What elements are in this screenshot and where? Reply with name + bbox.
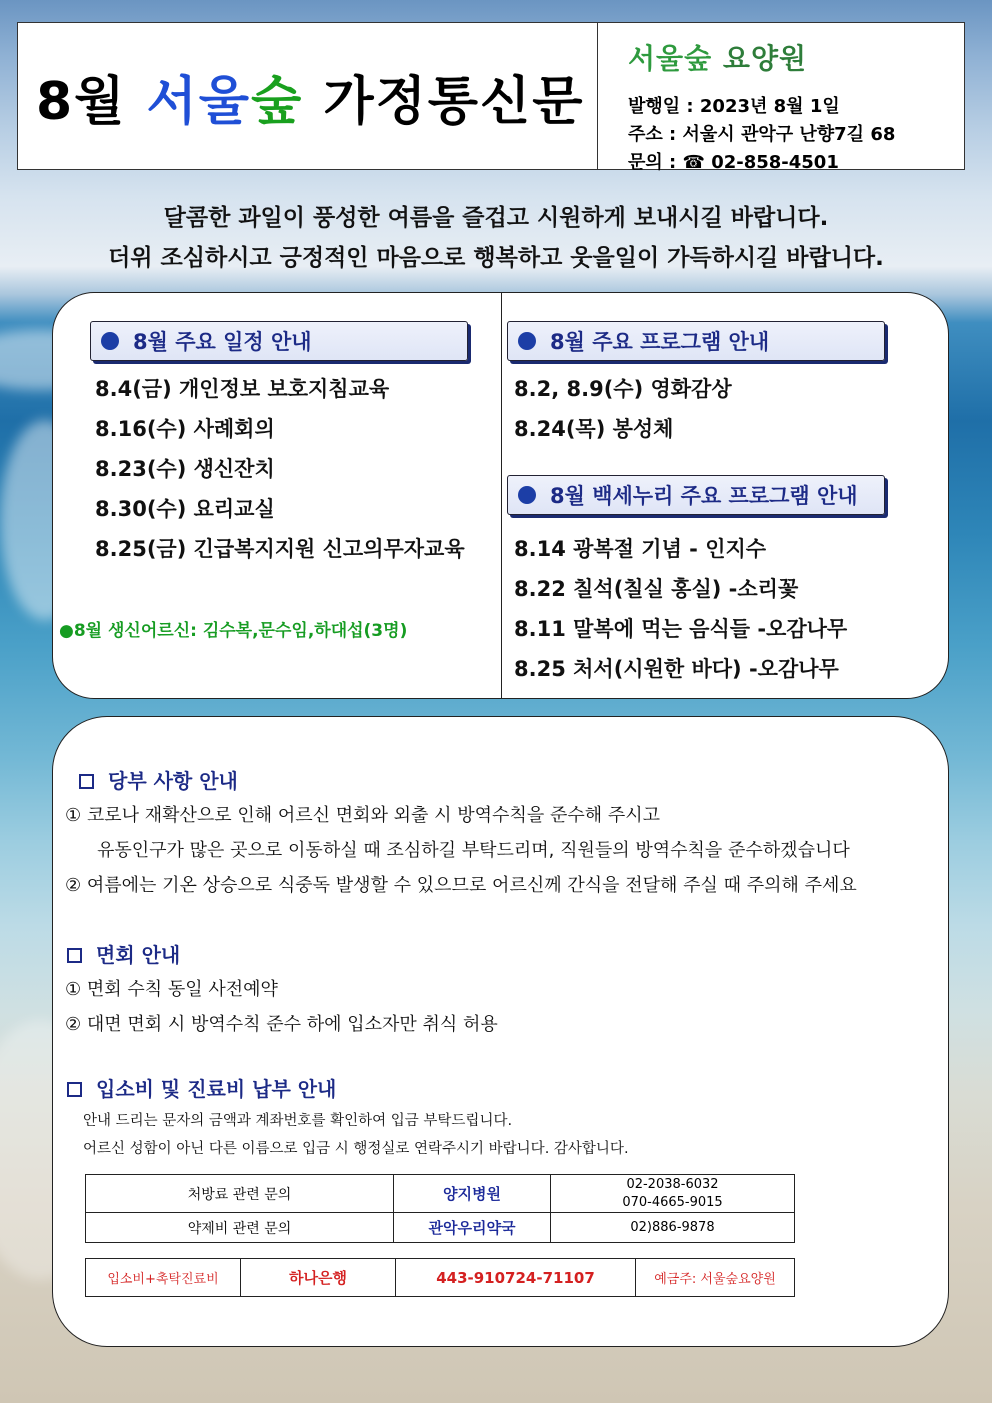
- visit-line: ② 대면 면회 시 방역수칙 준수 하에 입소자만 취식 허용: [65, 1014, 498, 1035]
- program-item: 8.24(목) 봉성체: [514, 417, 674, 441]
- program-heading: 8월 주요 프로그램 안내: [507, 321, 885, 361]
- greeting: [0, 198, 992, 278]
- checkbox-square-icon: [79, 774, 94, 789]
- title-rest: 가정통신문: [303, 71, 585, 132]
- pharmacy-phone: 02)886-9878: [551, 1213, 795, 1243]
- baekse-item: 8.11 말복에 먹는 음식들 -오감나무: [514, 617, 848, 641]
- birthday-residents: ●8월 생신어르신: 김수복,문수임,하대섭(3명): [59, 621, 408, 641]
- checkbox-square-icon: [67, 948, 82, 963]
- newsletter-title: [18, 23, 598, 169]
- visit-heading: 면회 안내: [67, 939, 180, 968]
- contact-table: [85, 1174, 795, 1243]
- program-item: 8.2, 8.9(수) 영화감상: [514, 377, 732, 401]
- title-month: 8월: [36, 71, 147, 132]
- bullet-icon: [518, 332, 536, 350]
- table-row: [86, 1259, 795, 1297]
- bullet-icon: [518, 486, 536, 504]
- notice-heading: 당부 사항 안내: [79, 765, 238, 794]
- baekse-item: 8.14 광복절 기념 - 인지수: [514, 537, 767, 561]
- payment-line: 어르신 성함이 아닌 다른 이름으로 입금 시 행정실로 연락주시기 바랍니다. 감사합니다.: [83, 1141, 629, 1157]
- bank-table: [85, 1258, 795, 1297]
- payment-heading: 입소비 및 진료비 납부 안내: [67, 1073, 336, 1102]
- newsletter-header: [17, 22, 965, 173]
- payment-line: 안내 드리는 문자의 금액과 계좌번호를 확인하여 입금 부탁드립니다.: [83, 1113, 513, 1129]
- baekse-item: 8.22 칠석(칠실 홍실) -소리꽃: [514, 577, 799, 601]
- notice-line: ① 코로나 재확산으로 인해 어르신 면회와 외출 시 방역수칙을 준수해 주시고: [65, 805, 660, 826]
- issue-date: 발행일 : 2023년 8월 1일: [628, 96, 840, 117]
- pharmacy-name: 관악우리약국: [394, 1213, 551, 1243]
- bullet-icon: [101, 332, 119, 350]
- schedule-program-box: [52, 292, 949, 699]
- baekse-heading: 8월 백세누리 주요 프로그램 안내: [507, 475, 885, 515]
- hospital-phones: 02-2038-6032 070-4665-9015: [551, 1175, 795, 1213]
- account-number: 443-910724-71107: [396, 1259, 636, 1297]
- header-info: [598, 23, 964, 173]
- schedule-item: 8.23(수) 생신잔치: [95, 457, 275, 481]
- checkbox-square-icon: [67, 1082, 82, 1097]
- account-holder: 예금주: 서울숲요양원: [636, 1259, 795, 1297]
- contact-phone: 문의 : ☎ 02-858-4501: [628, 152, 839, 173]
- bank-name: 하나은행: [241, 1259, 396, 1297]
- address: 주소 : 서울시 관악구 난향7길 68: [628, 124, 896, 145]
- table-row: [86, 1213, 795, 1243]
- schedule-item: 8.4(금) 개인정보 보호지침교육: [95, 377, 390, 401]
- visit-line: ① 면회 수칙 동일 사전예약: [65, 979, 278, 1000]
- notice-line: ② 여름에는 기온 상승으로 식중독 발생할 수 있으므로 어르신께 간식을 전달해 주실 때 주의해 주세요: [65, 875, 857, 896]
- schedule-heading: 8월 주요 일정 안내: [90, 321, 468, 361]
- hospital-name: 양지병원: [394, 1175, 551, 1213]
- column-divider: [501, 293, 502, 698]
- facility-logo: 서울숲 요양원: [628, 42, 808, 75]
- schedule-item: 8.25(금) 긴급복지지원 신고의무자교육: [95, 537, 465, 561]
- baekse-item: 8.25 처서(시원한 바다) -오감나무: [514, 657, 839, 681]
- bank-label: 입소비+촉탁진료비: [86, 1259, 241, 1297]
- title-sup: 숲: [251, 71, 304, 132]
- contact-label: 처방료 관련 문의: [86, 1175, 394, 1213]
- schedule-item: 8.16(수) 사례회의: [95, 417, 275, 441]
- notice-box: [52, 716, 949, 1347]
- contact-label: 약제비 관련 문의: [86, 1213, 394, 1243]
- title-seoul: 서울: [146, 71, 251, 132]
- table-row: [86, 1175, 795, 1213]
- notice-line: 유동인구가 많은 곳으로 이동하실 때 조심하길 부탁드리며, 직원들의 방역수칙을 준수하겠습니다: [97, 840, 850, 861]
- schedule-item: 8.30(수) 요리교실: [95, 497, 275, 521]
- greeting-line-1: 달콤한 과일이 풍성한 여름을 즐겁고 시원하게 보내시길 바랍니다.: [163, 205, 829, 231]
- greeting-line-2: 더위 조심하시고 긍정적인 마음으로 행복하고 웃을일이 가득하시길 바랍니다.: [108, 245, 884, 271]
